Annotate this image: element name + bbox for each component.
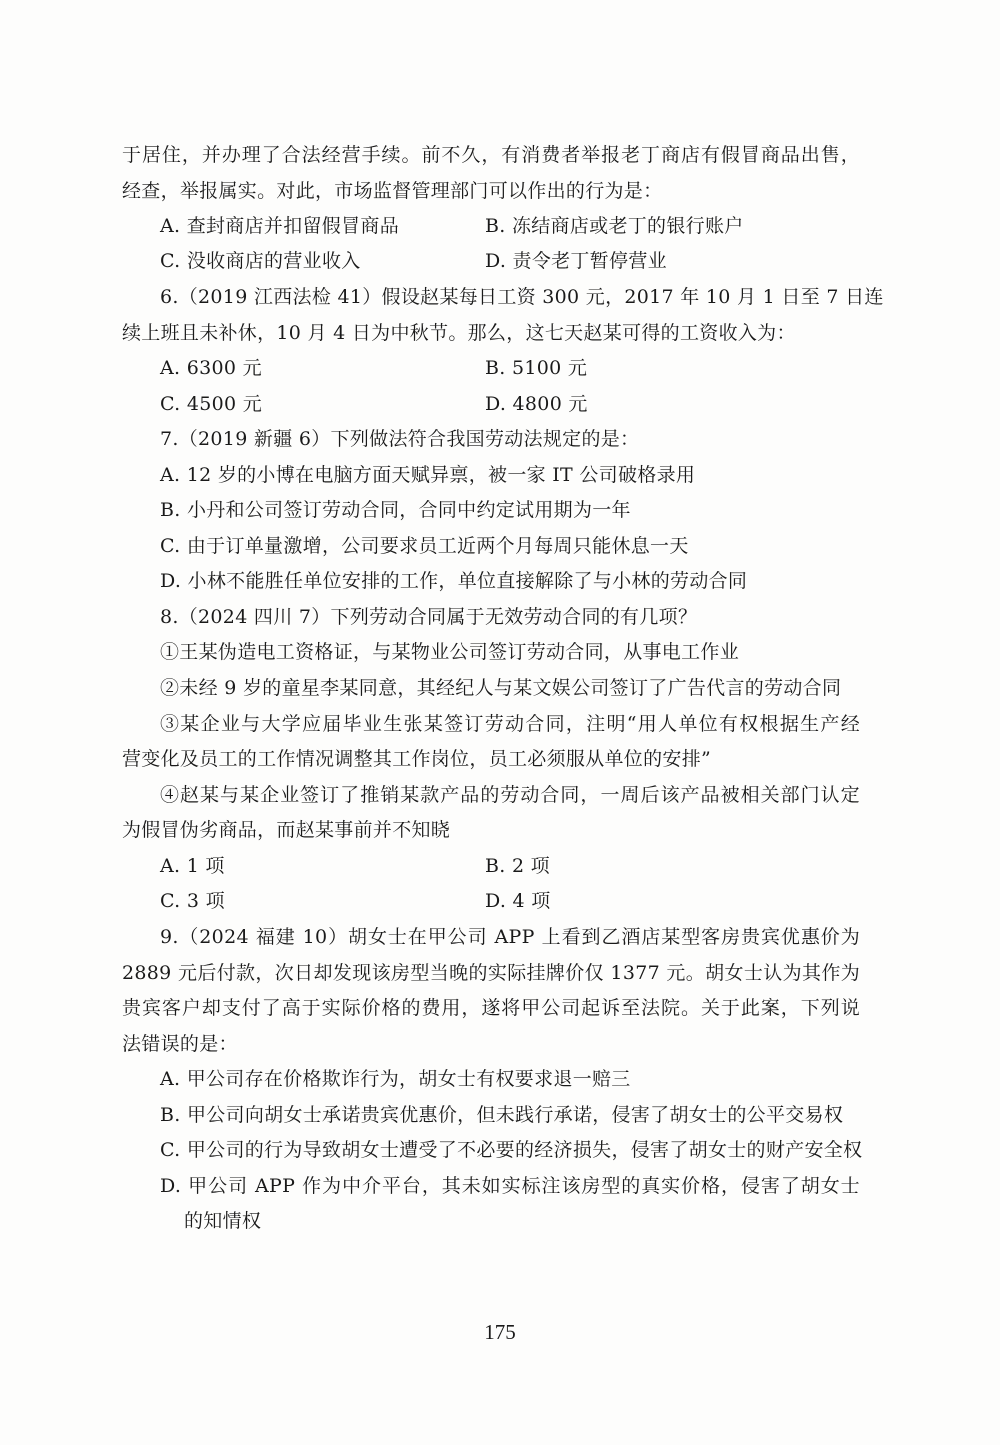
q7-option-d: D. 小林不能胜任单位安排的工作，单位直接解除了与小林的劳动合同 xyxy=(160,570,748,592)
q8-item-3-line-1: ③某企业与大学应届毕业生张某签订劳动合同，注明“用人单位有权根据生产经 xyxy=(160,713,860,735)
q7-option-a: A. 12 岁的小博在电脑方面天赋异禀，被一家 IT 公司破格录用 xyxy=(160,464,696,486)
q7-option-c: C. 由于订单量激增，公司要求员工近两个月每周只能休息一天 xyxy=(160,535,689,557)
q9-stem-line-3: 贵宾客户却支付了高于实际价格的费用，遂将甲公司起诉至法院。关于此案，下列说 xyxy=(122,997,860,1019)
q9-option-d-line-2: 的知情权 xyxy=(184,1210,262,1232)
q5-option-a: A. 查封商店并扣留假冒商品 xyxy=(160,215,400,237)
page-number: 175 xyxy=(484,1320,516,1344)
q5-stem-line-1: 于居住，并办理了合法经营手续。前不久，有消费者举报老丁商店有假冒商品出售， xyxy=(122,144,860,166)
q8-item-1: ①王某伪造电工资格证，与某物业公司签订劳动合同，从事电工作业 xyxy=(160,641,740,663)
q9-stem-line-2: 2889 元后付款，次日却发现该房型当晚的实际挂牌价仅 1377 元。胡女士认为其作为 xyxy=(122,962,860,984)
q9-stem-line-1: 9.（2024 福建 10）胡女士在甲公司 APP 上看到乙酒店某型客房贵宾优惠价为 xyxy=(160,926,860,948)
q8-option-c: C. 3 项 xyxy=(160,890,225,912)
q9-option-c: C. 甲公司的行为导致胡女士遭受了不必要的经济损失，侵害了胡女士的财产安全权 xyxy=(160,1139,863,1161)
q9-option-b: B. 甲公司向胡女士承诺贵宾优惠价，但未践行承诺，侵害了胡女士的公平交易权 xyxy=(160,1104,844,1126)
q5-stem-line-2: 经查，举报属实。对此，市场监督管理部门可以作出的行为是： xyxy=(122,180,663,202)
q8-stem: 8.（2024 四川 7）下列劳动合同属于无效劳动合同的有几项？ xyxy=(160,606,698,628)
q7-option-b: B. 小丹和公司签订劳动合同，合同中约定试用期为一年 xyxy=(160,499,631,521)
q6-option-c: C. 4500 元 xyxy=(160,393,263,415)
q8-option-b: B. 2 项 xyxy=(485,855,550,877)
q6-stem-line-1: 6.（2019 江西法检 41）假设赵某每日工资 300 元，2017 年 10 月 1 日至 7 日连 xyxy=(160,286,884,308)
q6-option-a: A. 6300 元 xyxy=(160,357,262,379)
q6-option-b: B. 5100 元 xyxy=(485,357,588,379)
q8-item-4-line-2: 为假冒伪劣商品，而赵某事前并不知晓 xyxy=(122,819,451,841)
q5-option-c: C. 没收商店的营业收入 xyxy=(160,250,361,272)
q9-stem-line-4: 法错误的是： xyxy=(122,1033,238,1055)
q9-option-d-line-1: D. 甲公司 APP 作为中介平台，其未如实标注该房型的真实价格，侵害了胡女士 xyxy=(160,1175,860,1197)
q5-option-b: B. 冻结商店或老丁的银行账户 xyxy=(485,215,744,237)
q5-option-d: D. 责令老丁暂停营业 xyxy=(485,250,667,272)
q8-option-a: A. 1 项 xyxy=(160,855,225,877)
q8-item-2: ②未经 9 岁的童星李某同意，其经纪人与某文娱公司签订了广告代言的劳动合同 xyxy=(160,677,842,699)
q9-option-a: A. 甲公司存在价格欺诈行为，胡女士有权要求退一赔三 xyxy=(160,1068,631,1090)
q6-option-d: D. 4800 元 xyxy=(485,393,588,415)
q6-stem-line-2: 续上班且未补休，10 月 4 日为中秋节。那么，这七天赵某可得的工资收入为： xyxy=(122,322,796,344)
q7-stem: 7.（2019 新疆 6）下列做法符合我国劳动法规定的是： xyxy=(160,428,640,450)
q8-item-4-line-1: ④赵某与某企业签订了推销某款产品的劳动合同，一周后该产品被相关部门认定 xyxy=(160,784,860,806)
q8-option-d: D. 4 项 xyxy=(485,890,551,912)
q8-item-3-line-2: 营变化及员工的工作情况调整其工作岗位，员工必须服从单位的安排” xyxy=(122,748,712,770)
